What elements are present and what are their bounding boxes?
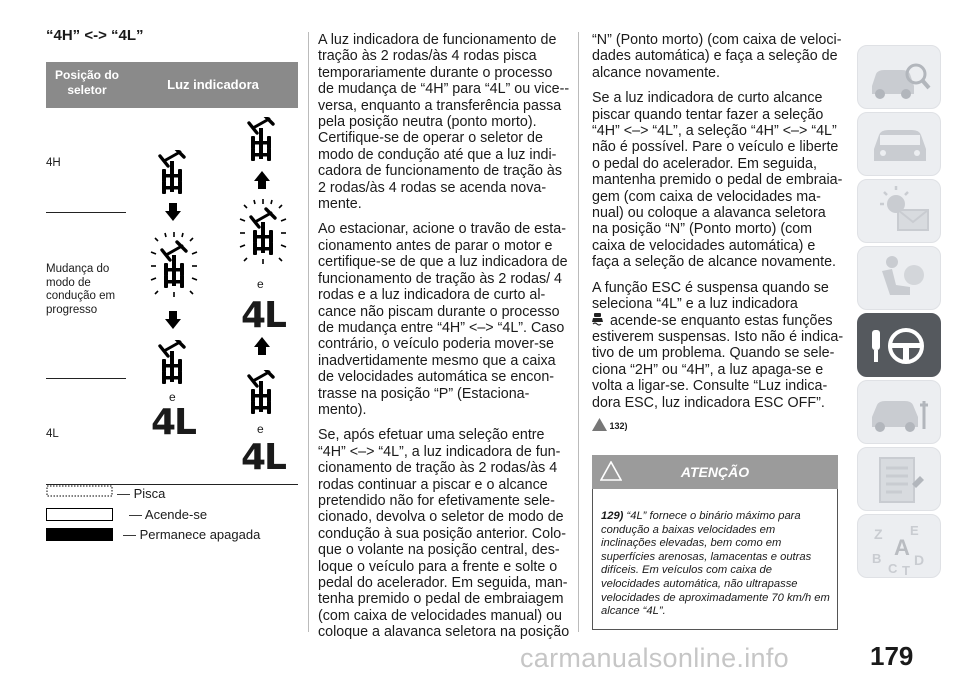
tab-maintenance[interactable] (857, 447, 941, 511)
document-list-icon (858, 448, 942, 512)
tab-getting-to-know[interactable] (857, 112, 941, 176)
arrow-down-icon (165, 203, 181, 221)
4wd-indicator-icon (157, 150, 189, 198)
tab-vehicle-overview[interactable] (857, 45, 941, 109)
4wd-indicator-icon (246, 117, 278, 165)
tab-warning-lights[interactable] (857, 179, 941, 243)
arrow-up-icon (254, 171, 270, 189)
on-legend-swatch (46, 508, 113, 521)
tab-index[interactable] (857, 514, 941, 578)
esc-off-icon (592, 313, 606, 326)
column-divider (578, 32, 579, 632)
svg-text:D: D (914, 552, 925, 568)
4wd-indicator-blinking-icon (143, 232, 205, 302)
warning-header (592, 455, 838, 489)
row-label-4l: 4L (46, 428, 59, 440)
legend-steady: — Permanece apagada (123, 527, 261, 542)
tab-starting-driving[interactable] (857, 313, 941, 377)
warning-number: 129) (601, 510, 624, 522)
paragraph: Se, após efetuar uma seleção entre “4H” <–> “4L”, a luz indicadora de fun-cionamento de tração às 2 rodas/às 4 rodas continuar a piscar e o alcance pretendido não for efetivamente sele-cionado, devolva o seletor de modo de condução à sua posição anterior. Colo-que o volante na posição central, des-loque o veículo para a frente e solte o pedal do acelerador. Em seguida, man-tenha premido o pedal de embraiagem (com caixa de velocidades manual) ou coloque a alavanca seletora na posição (318, 427, 570, 641)
car-jack-icon (858, 381, 942, 445)
tab-safety[interactable] (857, 246, 941, 310)
column-divider (308, 32, 309, 632)
warning-text: “4L” fornece o binário máximo para condução a baixas velocidades em inclinações elevadas, bem como em superfícies arenosas, lamacentas e outras difíceis. Em veículos com caixa de velocidades automática, não ultrapasse velocidades de aproximadamente 70 km/h em alcance “4L”. (601, 510, 830, 618)
paragraph: A luz indicadora de funcionamento de tração às 2 rodas/às 4 rodas pisca temporariamente durante o processo de mudança de “4H” para “4L” ou vice--versa, enquanto a transferência passa pela posição neutra (ponto morto). Certifique-se de operar o seletor de modo de condução até que a luz indi-cadora de funcionamento de tração às 2 rodas/às 4 rodas se acenda nova-mente. (318, 32, 570, 213)
off-legend-swatch (46, 528, 113, 541)
tab-emergency[interactable] (857, 380, 941, 444)
paragraph-continuation: acende-se enquanto estas funções estiverem suspensas. Isto não é indica-tivo de um problema. Quando se sele-ciona “2H” ou “4H”, a luz apaga-se e volta a ligar-se. Consulte “Luz indica-dora ESC, luz indicadora ESC OFF”. (592, 312, 844, 411)
table-header (46, 62, 298, 108)
arrow-up-icon (254, 337, 270, 355)
row-label-4h: 4H (46, 157, 61, 169)
4wd-indicator-blinking-icon (232, 198, 294, 274)
paragraph (592, 313, 844, 411)
4l-indicator-icon: 4L (151, 402, 195, 443)
header-indicator-light: Luz indicadora (167, 77, 259, 92)
header-selector-position: Posição do seletor (54, 68, 119, 97)
and-label: e (257, 277, 264, 291)
reference-number: 132) (609, 420, 628, 431)
legend-on: — Acende-se (129, 507, 208, 522)
warning-triangle-icon (592, 418, 607, 431)
paragraph: Ao estacionar, acione o travão de esta-cionamento antes de parar o motor e certifique-se de que a luz indicadora de funcionamento de tração às 2 rodas/ 4 rodas e a luz indicadora de curto al-cance não piscam durante o processo de mudança entre “4H” <–> “4L”. Caso contrário, o veículo poderia mover-se inadvertidamente mesmo que a caixa de velocidades automática se encon-trasse na posição “P” (Estaciona-mento). (318, 221, 568, 418)
seat-airbag-icon (858, 247, 942, 311)
page-number: 179 (870, 641, 914, 671)
car-magnifier-icon (858, 46, 942, 110)
row-label-shift-in-progress: Mudança do modo de condução em progresso (46, 263, 116, 316)
svg-text:B: B (872, 551, 882, 566)
4l-indicator-icon: 4L (241, 437, 285, 478)
warning-reference (592, 418, 844, 434)
4wd-indicator-icon (157, 340, 189, 388)
and-label: e (169, 390, 176, 404)
key-steering-wheel-icon (858, 314, 942, 378)
section-title: “4H” <-> “4L” (46, 27, 144, 44)
paragraph: “N” (Ponto morto) (com caixa de veloci-dades automática) e faça a seleção de alcance novamente. (592, 32, 842, 81)
paragraph: Se a luz indicadora de curto alcance piscar quando tentar fazer a seleção “4H” <–> “4L”, a seleção “4H” <–> “4L” não é possível. Pare o veículo e liberte o pedal do acelerador. Em seguida, mantenha premido o pedal de embraia-gem (com caixa de velocidades ma-nual) ou coloque a alavanca seletora na posição “N” (Ponto morto) (com caixa de velocidades automática) e faça a seleção de alcance novamente. (592, 90, 843, 271)
alphabet-index-icon (858, 515, 942, 579)
watermark: carmanualsonline.info (520, 643, 789, 673)
row-divider (46, 378, 126, 379)
svg-text:E: E (910, 523, 919, 538)
warning-box (592, 489, 838, 630)
row-divider (46, 212, 126, 213)
and-label: e (257, 422, 264, 436)
blink-legend-swatch (46, 484, 116, 500)
paragraph: A função ESC é suspensa quando se seleciona “4L” e a luz indicadora (592, 279, 829, 313)
4wd-indicator-icon (246, 370, 278, 418)
warning-title: ATENÇÃO (680, 464, 750, 480)
text-column-middle (318, 32, 570, 650)
car-front-icon (858, 113, 942, 177)
svg-text:T: T (902, 563, 910, 578)
svg-text:C: C (888, 561, 898, 576)
svg-text:A: A (894, 535, 910, 560)
arrow-down-icon (165, 311, 181, 329)
legend-blink: — Pisca (117, 486, 166, 501)
4l-indicator-icon: 4L (241, 295, 285, 336)
svg-text:Z: Z (874, 526, 883, 542)
text-column-right (592, 32, 844, 434)
warning-light-envelope-icon (858, 180, 942, 244)
